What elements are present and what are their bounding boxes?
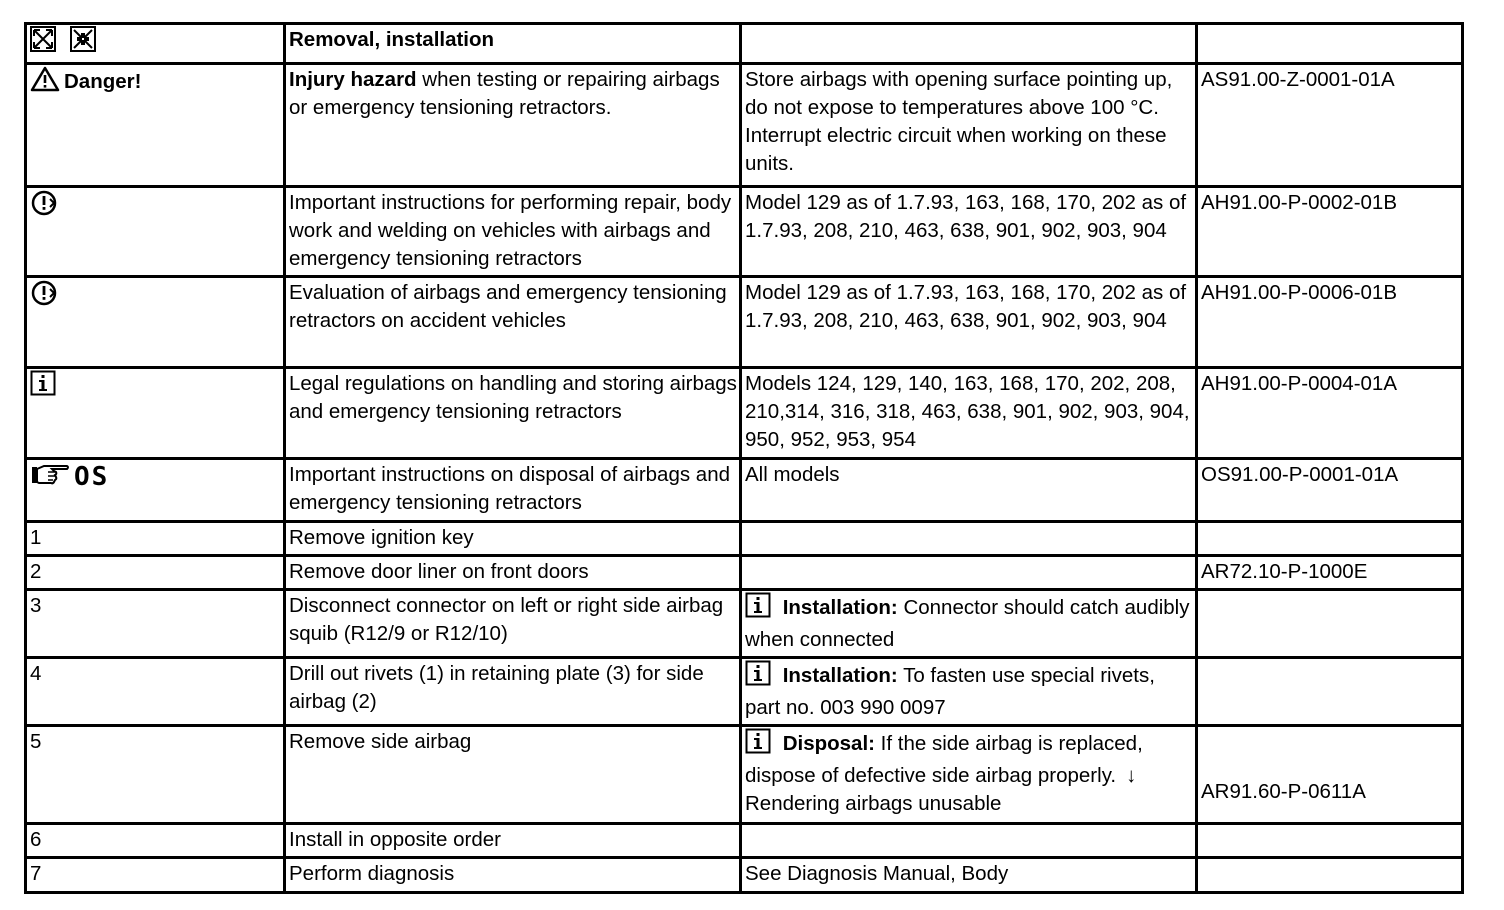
doc-reference-link[interactable]: AH91.00-P-0004-01A [1197,368,1463,459]
step-number: 4 [26,658,285,726]
step-number: 6 [26,824,285,858]
step-row [26,522,1463,556]
header-empty-cell [741,24,1197,64]
info-icon [745,728,771,762]
step-ref [1197,824,1463,858]
step-number: 1 [26,522,285,556]
step-row [26,658,1463,726]
step-text: Perform diagnosis [285,858,741,893]
installation-label: Installation: [782,596,898,619]
step-detail-text: Connector should catch audibly when connected [745,596,1190,651]
step-ref [1197,858,1463,893]
step-ref [1197,590,1463,658]
step-number: 5 [26,726,285,824]
step-number: 3 [26,590,285,658]
doc-reference-link[interactable]: AR91.60-P-0611A [1201,780,1366,803]
warning-triangle-icon [30,66,60,100]
note-row-danger [26,64,1463,187]
step-row [26,556,1463,590]
step-text: Remove side airbag [285,726,741,824]
os-label: OS [74,462,110,492]
note-title: Important instructions for performing repair, body work and welding on vehicles with airbags and emergency tensioning retractors [285,187,741,277]
note-icon-cell [26,277,285,368]
doc-reference-link[interactable]: AH91.00-P-0006-01B [1197,277,1463,368]
note-icon-cell [26,368,285,459]
step-text: Remove door liner on front doors [285,556,741,590]
note-detail: Model 129 as of 1.7.93, 163, 168, 170, 202 as of 1.7.93, 208, 210, 463, 638, 901, 902, 903, 904 [741,277,1197,368]
step-row [26,590,1463,658]
note-detail: All models [741,459,1197,522]
note-icon-cell [26,459,285,522]
step-row [26,824,1463,858]
step-detail [741,824,1197,858]
step-detail [741,658,1197,726]
step-ref [1197,658,1463,726]
info-icon [745,660,771,694]
table-header-row [26,24,1463,64]
pointing-hand-icon [30,461,70,495]
step-number: 7 [26,858,285,893]
step-detail-link-text[interactable]: Rendering airbags unusable [745,792,1002,815]
step-ref [1197,522,1463,556]
step-text: Remove ignition key [285,522,741,556]
note-title-text: when testing or repairing airbags or emergency tensioning retractors. [289,68,720,119]
step-text: Install in opposite order [285,824,741,858]
removal-icon [30,26,56,60]
note-title: Important instructions on disposal of airbags and emergency tensioning retractors [285,459,741,522]
installation-label: Installation: [782,664,898,687]
step-detail [741,522,1197,556]
step-detail [741,556,1197,590]
note-row [26,459,1463,522]
note-title [285,64,741,187]
step-row [26,858,1463,893]
header-title: Removal, installation [285,24,741,64]
step-ref [1197,726,1463,824]
procedure-table [24,22,1464,894]
step-detail [741,590,1197,658]
disposal-label: Disposal: [782,732,875,755]
doc-reference-link[interactable]: AS91.00-Z-0001-01A [1197,64,1463,187]
note-row [26,187,1463,277]
note-icon-cell [26,64,285,187]
header-icon-cell [26,24,285,64]
step-detail-text: To fasten use special rivets, part no. 003 990 0097 [745,664,1155,719]
step-number: 2 [26,556,285,590]
note-detail: Model 129 as of 1.7.93, 163, 168, 170, 202 as of 1.7.93, 208, 210, 463, 638, 901, 902, 903, 904 [741,187,1197,277]
note-title: Evaluation of airbags and emergency tensioning retractors on accident vehicles [285,277,741,368]
info-icon [30,370,56,404]
step-row [26,726,1463,824]
step-detail [741,726,1197,824]
important-notice-icon [30,189,58,225]
danger-label: Danger! [64,70,142,93]
arrow-down-icon[interactable]: ↓ [1126,764,1137,787]
doc-reference-link[interactable]: AH91.00-P-0002-01B [1197,187,1463,277]
note-row [26,277,1463,368]
note-title: Legal regulations on handling and storing airbags and emergency tensioning retractors [285,368,741,459]
important-notice-icon [30,279,58,315]
info-icon [745,592,771,626]
note-icon-cell [26,187,285,277]
header-empty-cell [1197,24,1463,64]
installation-icon [70,26,96,60]
note-row [26,368,1463,459]
step-detail: See Diagnosis Manual, Body [741,858,1197,893]
doc-reference-link[interactable]: AR72.10-P-1000E [1197,556,1463,590]
step-detail-text: If the side airbag is replaced, dispose of defective side airbag properly. [745,732,1143,787]
step-text: Disconnect connector on left or right side airbag squib (R12/9 or R12/10) [285,590,741,658]
doc-reference-link[interactable]: OS91.00-P-0001-01A [1197,459,1463,522]
injury-hazard-label: Injury hazard [289,68,417,91]
step-text: Drill out rivets (1) in retaining plate (3) for side airbag (2) [285,658,741,726]
note-detail: Store airbags with opening surface pointing up, do not expose to temperatures above 100 °C. Interrupt electric circuit when working on these units. [741,64,1197,187]
note-detail: Models 124, 129, 140, 163, 168, 170, 202, 208, 210,314, 316, 318, 463, 638, 901, 902, 903, 904, 950, 952, 953, 954 [741,368,1197,459]
